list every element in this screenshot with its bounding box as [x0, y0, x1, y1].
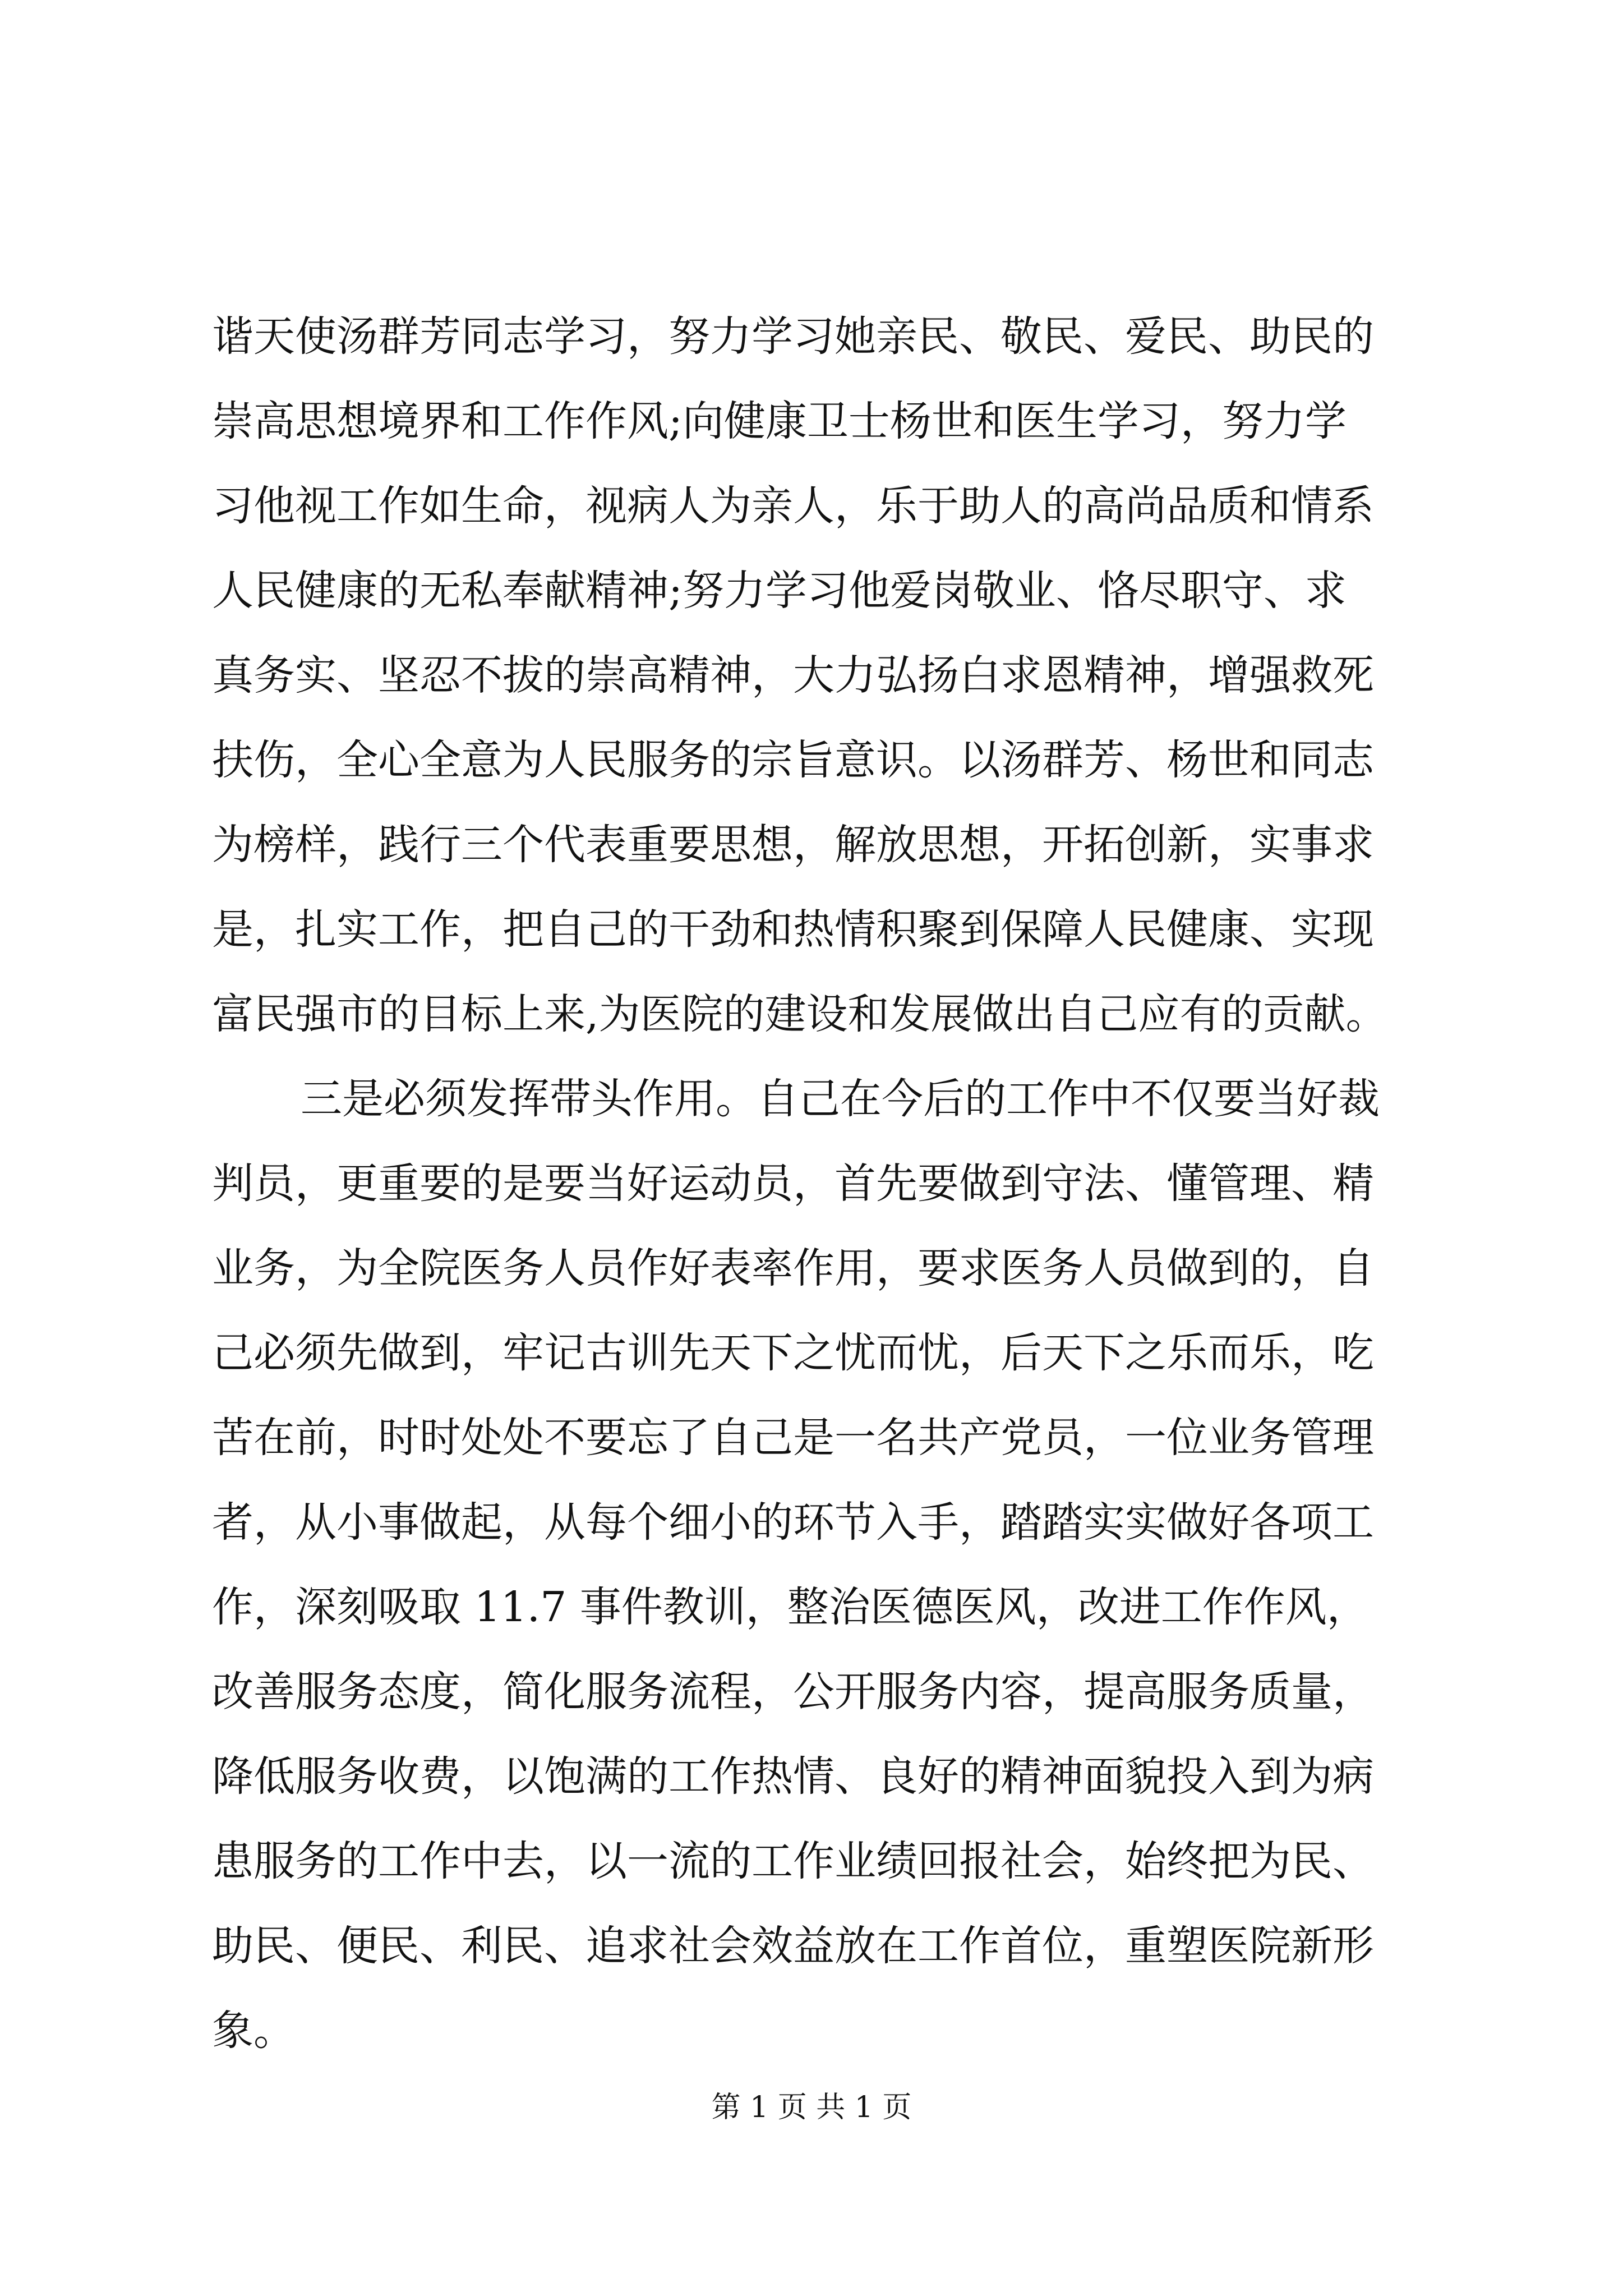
paragraph-2-line: 己必须先做到，牢记古训先天下之忧而忧，后天下之乐而乐，吃	[212, 1329, 1374, 1377]
paragraph-1-line: 谐天使汤群芳同志学习，努力学习她亲民、敬民、爱民、助民的	[212, 312, 1374, 361]
paragraph-2-line: 改善服务态度，简化服务流程，公开服务内容，提高服务质量，	[212, 1668, 1374, 1716]
paragraph-2-line: 作，深刻吸取 11.7 事件教训，整治医德医风，改进工作作风，	[212, 1583, 1368, 1631]
paragraph-1-line: 习他视工作如生命，视病人为亲人，乐于助人的高尚品质和情系	[212, 482, 1374, 530]
paragraph-1-line: 扶伤，全心全意为人民服务的宗旨意识。以汤群芳、杨世和同志	[212, 736, 1374, 784]
page-footer: 第 1 页 共 1 页	[711, 2091, 912, 2124]
paragraph-1-line: 是，扎实工作，把自己的干劲和热情积聚到保障人民健康、实现	[212, 905, 1374, 954]
paragraph-1-line: 为榜样，践行三个代表重要思想，解放思想，开拓创新，实事求	[212, 821, 1374, 869]
paragraph-2-line: 业务，为全院医务人员作好表率作用，要求医务人员做到的，自	[212, 1244, 1374, 1292]
paragraph-2-line: 苦在前，时时处处不要忘了自己是一名共产党员，一位业务管理	[212, 1414, 1374, 1462]
paragraph-2-first-line: 三是必须发挥带头作用。自己在今后的工作中不仅要当好裁	[301, 1075, 1380, 1123]
paragraph-1-line: 崇高思想境界和工作作风;向健康卫士杨世和医生学习，努力学	[212, 397, 1347, 445]
body-text	[212, 295, 1435, 2073]
paragraph-2-line: 助民、便民、利民、追求社会效益放在工作首位，重塑医院新形	[212, 1922, 1374, 1970]
paragraph-2-line: 象。	[212, 2007, 295, 2055]
paragraph-1-line: 真务实、坚忍不拔的崇高精神，大力弘扬白求恩精神，增强救死	[212, 651, 1374, 700]
paragraph-2-line: 判员，更重要的是要当好运动员，首先要做到守法、懂管理、精	[212, 1159, 1374, 1208]
paragraph-2-line: 降低服务收费，以饱满的工作热情、良好的精神面貌投入到为病	[212, 1752, 1374, 1801]
paragraph-1-line: 富民强市的目标上来,为医院的建设和发展做出自己应有的贡献。	[212, 990, 1387, 1038]
paragraph-1-line: 人民健康的无私奉献精神;努力学习他爱岗敬业、恪尽职守、求	[212, 567, 1347, 615]
paragraph-2-line: 患服务的工作中去，以一流的工作业绩回报社会，始终把为民、	[212, 1837, 1374, 1885]
paragraph-2-line: 者，从小事做起，从每个细小的环节入手，踏踏实实做好各项工	[212, 1498, 1374, 1547]
